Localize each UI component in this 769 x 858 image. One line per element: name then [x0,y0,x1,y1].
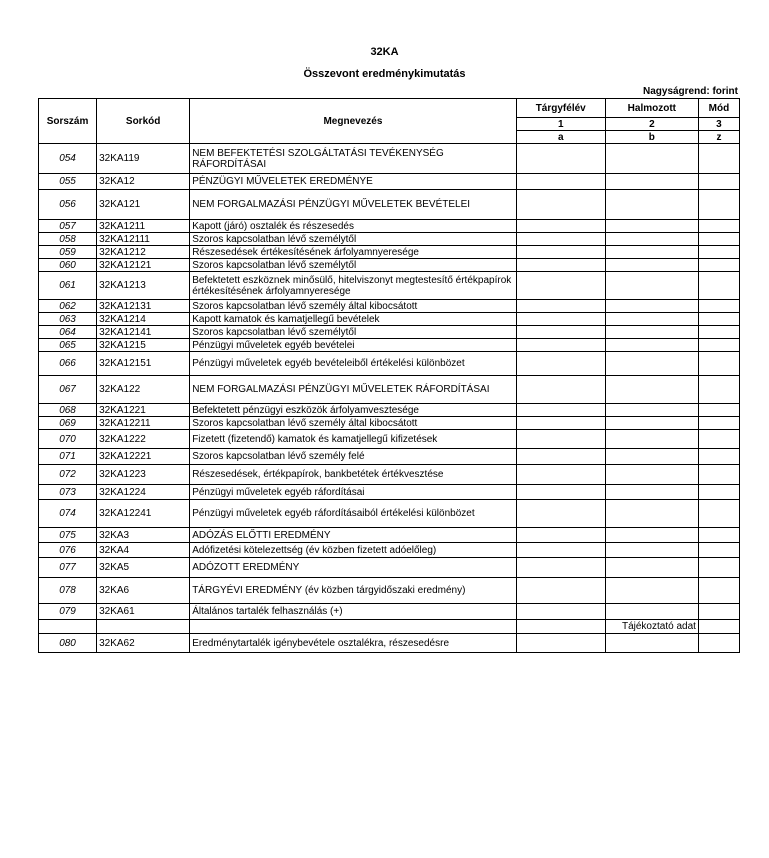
value-mod-cell[interactable] [698,259,739,272]
row-number: 074 [39,500,97,528]
row-number [39,620,97,634]
value-targyfelev-cell[interactable] [516,558,605,578]
row-number: 073 [39,485,97,500]
value-halmozott-cell[interactable] [605,174,698,190]
table-row [39,376,740,404]
value-halmozott-cell[interactable] [605,259,698,272]
value-targyfelev-cell[interactable] [516,543,605,558]
value-mod-cell[interactable] [698,500,739,528]
row-name: TÁRGYÉVI EREDMÉNY (év közben tárgyidőszaki eredmény) [190,578,516,604]
value-targyfelev-cell[interactable] [516,272,605,300]
table-row [39,528,740,543]
row-name: NEM FORGALMAZÁSI PÉNZÜGYI MŰVELETEK RÁFORDÍTÁSAI [190,376,516,404]
header-num-1: 1 [516,118,605,131]
value-halmozott-cell[interactable] [605,220,698,233]
table-row [39,326,740,339]
table-row [39,300,740,313]
row-number: 077 [39,558,97,578]
row-number: 056 [39,190,97,220]
row-code: 32KA1221 [97,404,190,417]
row-number: 057 [39,220,97,233]
value-targyfelev-cell[interactable] [516,604,605,620]
value-halmozott-cell[interactable] [605,404,698,417]
table-row [39,190,740,220]
value-halmozott-cell[interactable] [605,246,698,259]
row-number: 063 [39,313,97,326]
table-row [39,313,740,326]
value-mod-cell[interactable] [698,430,739,449]
row-number: 054 [39,144,97,174]
row-code: 32KA12 [97,174,190,190]
form-code: 32KA [370,46,399,58]
row-code: 32KA12141 [97,326,190,339]
value-halmozott-cell[interactable] [605,326,698,339]
row-name: Szoros kapcsolatban lévő személytől [190,233,516,246]
value-mod-cell[interactable] [698,272,739,300]
row-number: 079 [39,604,97,620]
value-mod-cell[interactable] [698,246,739,259]
row-name: ADÓZOTT EREDMÉNY [190,558,516,578]
row-code: 32KA1223 [97,465,190,485]
value-halmozott-cell[interactable] [605,634,698,653]
value-targyfelev-cell[interactable] [516,528,605,543]
row-name: NEM FORGALMAZÁSI PÉNZÜGYI MŰVELETEK BEVÉTELEI [190,190,516,220]
table-row [39,620,740,634]
value-targyfelev-cell[interactable] [516,500,605,528]
value-mod-cell[interactable] [698,144,739,174]
value-mod-cell[interactable] [698,417,739,430]
value-halmozott-cell[interactable] [605,543,698,558]
row-name: Pénzügyi műveletek egyéb bevételei [190,339,516,352]
value-targyfelev-cell[interactable] [516,578,605,604]
value-halmozott-cell[interactable] [605,376,698,404]
value-mod-cell[interactable] [698,376,739,404]
row-number: 071 [39,449,97,465]
value-mod-cell[interactable] [698,543,739,558]
value-mod-cell[interactable] [698,465,739,485]
header-letter-b: b [605,131,698,144]
row-name: Fizetett (fizetendő) kamatok és kamatjellegű kifizetések [190,430,516,449]
value-halmozott-cell[interactable] [605,272,698,300]
row-name: Pénzügyi műveletek egyéb ráfordításaiból értékelési különbözet [190,500,516,528]
row-number: 078 [39,578,97,604]
value-mod-cell[interactable] [698,634,739,653]
row-code: 32KA4 [97,543,190,558]
row-code: 32KA6 [97,578,190,604]
row-code: 32KA1213 [97,272,190,300]
value-halmozott-cell[interactable] [605,485,698,500]
row-name: NEM BEFEKTETÉSI SZOLGÁLTATÁSI TEVÉKENYSÉG RÁFORDÍTÁSAI [190,144,516,174]
row-code: 32KA12111 [97,233,190,246]
row-name: ADÓZÁS ELŐTTI EREDMÉNY [190,528,516,543]
row-code: 32KA12241 [97,500,190,528]
row-name: Szoros kapcsolatban lévő személytől [190,326,516,339]
value-targyfelev-cell[interactable] [516,339,605,352]
row-name: Részesedések, értékpapírok, bankbetétek értékvesztése [190,465,516,485]
value-halmozott-cell[interactable] [605,233,698,246]
row-name: Befektetett eszköznek minősülő, hitelviszonyt megtestesítő értékpapírok értékesítésének árfolyamnyeresége [190,272,516,300]
value-targyfelev-cell[interactable] [516,417,605,430]
row-name [190,620,516,634]
table-row [39,417,740,430]
value-halmozott-cell[interactable] [605,352,698,376]
row-name: Szoros kapcsolatban lévő személy által kibocsátott [190,417,516,430]
value-mod-cell[interactable] [698,620,739,634]
value-mod-cell[interactable] [698,352,739,376]
row-code: 32KA12121 [97,259,190,272]
value-mod-cell[interactable] [698,404,739,417]
table-row [39,558,740,578]
value-targyfelev-cell[interactable] [516,404,605,417]
row-number: 067 [39,376,97,404]
row-name: Szoros kapcsolatban lévő személy által kibocsátott [190,300,516,313]
table-row [39,352,740,376]
table-row [39,449,740,465]
value-mod-cell[interactable] [698,190,739,220]
row-number: 075 [39,528,97,543]
value-halmozott-cell[interactable] [605,528,698,543]
table-row [39,578,740,604]
income-statement-table [38,98,740,653]
header-halmozott: Halmozott [605,99,698,118]
row-name: Kapott kamatok és kamatjellegű bevételek [190,313,516,326]
row-number: 076 [39,543,97,558]
value-targyfelev-cell[interactable] [516,485,605,500]
row-name: Kapott (járó) osztalék és részesedés [190,220,516,233]
header-targyfelev: Tárgyfélév [516,99,605,118]
value-targyfelev-cell[interactable] [516,190,605,220]
header-num-2: 2 [605,118,698,131]
value-targyfelev-cell[interactable] [516,449,605,465]
row-code: 32KA12221 [97,449,190,465]
row-number: 055 [39,174,97,190]
row-code: 32KA1211 [97,220,190,233]
table-row [39,233,740,246]
value-targyfelev-cell[interactable] [516,246,605,259]
row-code: 32KA1215 [97,339,190,352]
value-halmozott-cell[interactable] [605,578,698,604]
value-targyfelev-cell[interactable] [516,352,605,376]
row-number: 064 [39,326,97,339]
row-number: 072 [39,465,97,485]
value-halmozott-cell[interactable] [605,558,698,578]
row-code: 32KA1224 [97,485,190,500]
row-number: 068 [39,404,97,417]
value-mod-cell[interactable] [698,220,739,233]
value-halmozott-cell[interactable] [605,339,698,352]
row-number: 066 [39,352,97,376]
value-mod-cell[interactable] [698,339,739,352]
table-row [39,430,740,449]
value-halmozott-cell[interactable] [605,500,698,528]
row-number: 061 [39,272,97,300]
value-targyfelev-cell[interactable] [516,300,605,313]
value-halmozott-cell[interactable] [605,300,698,313]
row-name: Eredménytartalék igénybevétele osztalékra, részesedésre [190,634,516,653]
table-row [39,339,740,352]
row-code: 32KA1214 [97,313,190,326]
row-number: 080 [39,634,97,653]
unit-label: Nagyságrend: forint [642,86,738,97]
table-row [39,220,740,233]
row-name: Befektetett pénzügyi eszközök árfolyamvesztesége [190,404,516,417]
row-number: 060 [39,259,97,272]
row-name: Adófizetési kötelezettség (év közben fizetett adóelőleg) [190,543,516,558]
value-halmozott-cell[interactable] [605,465,698,485]
row-code: 32KA1212 [97,246,190,259]
form-title: Összevont eredménykimutatás [303,68,466,80]
table-row [39,485,740,500]
value-targyfelev-cell[interactable] [516,634,605,653]
value-mod-cell[interactable] [698,300,739,313]
value-mod-cell[interactable] [698,578,739,604]
value-targyfelev-cell[interactable] [516,220,605,233]
value-halmozott-cell[interactable] [605,313,698,326]
header-letter-a: a [516,131,605,144]
row-code: 32KA1222 [97,430,190,449]
row-name: Szoros kapcsolatban lévő személy felé [190,449,516,465]
header-num-3: 3 [698,118,739,131]
row-code: 32KA61 [97,604,190,620]
value-targyfelev-cell[interactable] [516,430,605,449]
table-row [39,174,740,190]
row-code: 32KA119 [97,144,190,174]
value-halmozott-cell[interactable] [605,449,698,465]
row-number: 059 [39,246,97,259]
row-name: Szoros kapcsolatban lévő személytől [190,259,516,272]
table-row [39,259,740,272]
value-mod-cell[interactable] [698,233,739,246]
row-code: 32KA12211 [97,417,190,430]
value-mod-cell[interactable] [698,528,739,543]
row-name: Pénzügyi műveletek egyéb ráfordításai [190,485,516,500]
table-row [39,144,740,174]
table-row [39,543,740,558]
value-targyfelev-cell[interactable] [516,326,605,339]
table-row [39,246,740,259]
row-name: PÉNZÜGYI MŰVELETEK EREDMÉNYE [190,174,516,190]
row-number: 062 [39,300,97,313]
row-code: 32KA12131 [97,300,190,313]
row-number: 069 [39,417,97,430]
row-code: 32KA62 [97,634,190,653]
row-code: 32KA122 [97,376,190,404]
value-targyfelev-cell[interactable] [516,233,605,246]
row-code: 32KA12151 [97,352,190,376]
value-targyfelev-cell[interactable] [516,376,605,404]
value-mod-cell[interactable] [698,313,739,326]
value-mod-cell[interactable] [698,604,739,620]
header-sorszam: Sorszám [39,99,97,144]
table-row [39,634,740,653]
row-code [97,620,190,634]
value-targyfelev-cell[interactable] [516,174,605,190]
value-mod-cell[interactable] [698,326,739,339]
value-targyfelev-cell[interactable] [516,465,605,485]
row-code: 32KA121 [97,190,190,220]
value-mod-cell[interactable] [698,174,739,190]
value-halmozott-cell[interactable] [605,417,698,430]
header-sorkod: Sorkód [97,99,190,144]
table-row [39,465,740,485]
table-row [39,404,740,417]
value-targyfelev-cell[interactable] [516,313,605,326]
row-code: 32KA3 [97,528,190,543]
row-number: 070 [39,430,97,449]
row-code: 32KA5 [97,558,190,578]
header-megnevezes: Megnevezés [190,99,516,144]
header-letter-z: z [698,131,739,144]
row-number: 058 [39,233,97,246]
row-name: Általános tartalék felhasználás (+) [190,604,516,620]
value-targyfelev-cell[interactable] [516,620,605,634]
value-targyfelev-cell[interactable] [516,144,605,174]
header-mod: Mód [698,99,739,118]
value-halmozott-cell[interactable] [605,430,698,449]
value-mod-cell[interactable] [698,449,739,465]
row-name: Részesedések értékesítésének árfolyamnyeresége [190,246,516,259]
value-mod-cell[interactable] [698,485,739,500]
table-row [39,500,740,528]
value-targyfelev-cell[interactable] [516,259,605,272]
table-row [39,272,740,300]
value-halmozott-cell[interactable] [605,144,698,174]
table-row [39,604,740,620]
value-mod-cell[interactable] [698,558,739,578]
value-halmozott-cell[interactable] [605,604,698,620]
row-name: Pénzügyi műveletek egyéb bevételeiből értékelési különbözet [190,352,516,376]
value-halmozott-cell[interactable] [605,190,698,220]
info-note: Tájékoztató adat [605,620,698,634]
row-number: 065 [39,339,97,352]
